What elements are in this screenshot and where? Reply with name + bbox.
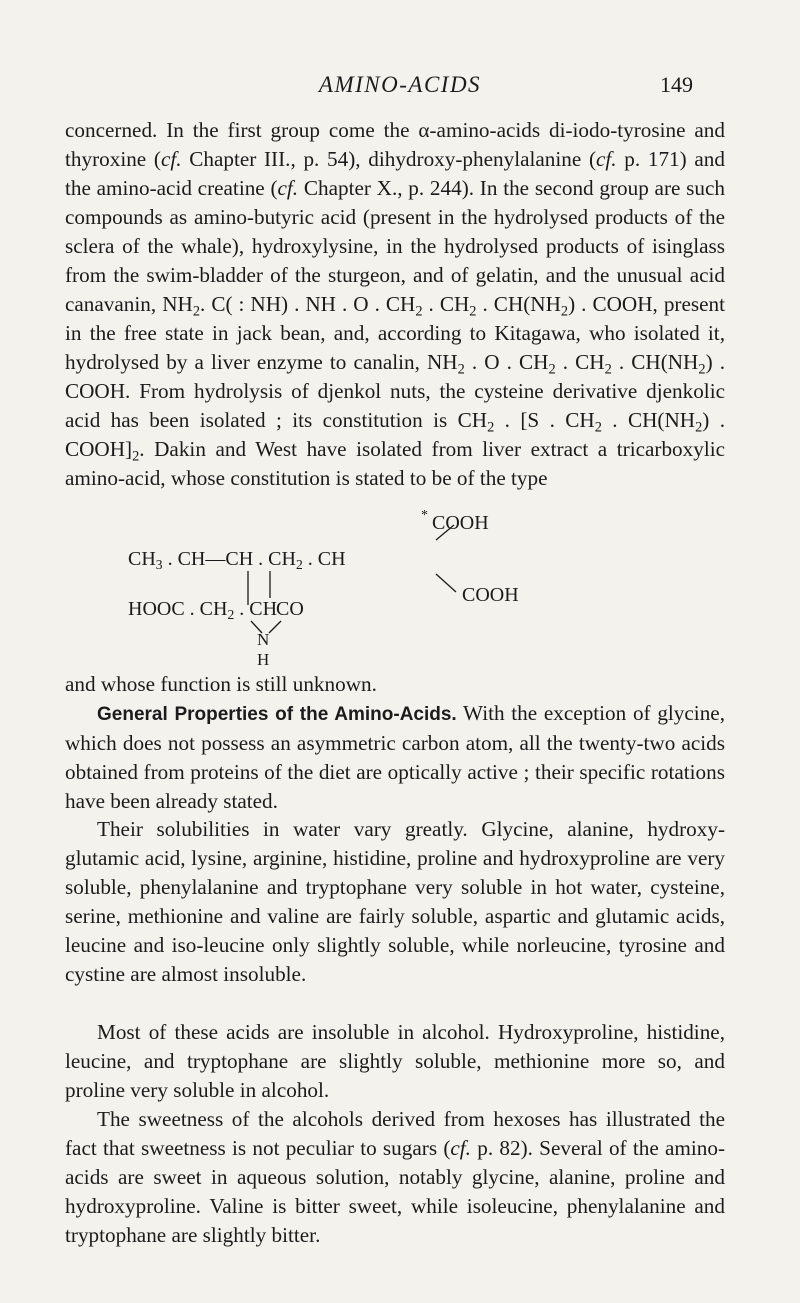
asterisk-mark: * — [421, 508, 428, 523]
paragraph-sweetness: The sweetness of the alcohols derived from hexoses has illustrated the fact that sweetness is not peculiar to sugars (cf. p. 82). Several of the amino-acids are sweet in aqueous solution, notably glycine, alanine, proline and hydroxyproline. Valine is bitter sweet, while isoleucine, phenylalanine and tryptophane are slightly bitter. — [65, 1107, 726, 1247]
paragraph-solubility-alcohol: Most of these acids are insoluble in alcohol. Hydroxyproline, histidine, leucine, and tryptophane are slightly soluble, methionine more so, and proline very soluble in alcohol. — [65, 1020, 725, 1102]
formula-row-1: $CH_3$ . CH—CH . $CH_2$ . CH — [128, 548, 346, 573]
paragraph-function: and whose function is still unknown. — [65, 672, 377, 696]
h-label: H — [257, 650, 270, 669]
page-number: 149 — [660, 72, 693, 97]
canalin-formula: $NH_2$ . O . $CH_2$ . $CH_2$ . $CH(NH_2)$ . COOH. From hydrolysis of djenkol nuts, the cysteine derivative djenkolic acid has been isolated ; its constitution is $CH_2$ . [S . $CH_2$ . $CH(NH_2)$ . $COOH]_2$. — [65, 350, 726, 465]
paragraph-general-properties: General Properties of the Amino-Acids. With the exception of glycine, which does not possess an asymmetric carbon atom, all the twenty-two acids obtained from proteins of the diet are optically active ; their specific rotations have been already stated. — [65, 701, 725, 813]
paragraph-intro: concerned. In the first group come the α-amino-acids di-iodo-tyrosine and thyroxine (cf. Chapter III., p. 54), dihydroxy-phenylalanine (cf. p. 171) and the amino-acid creatine (cf. Chapter X., p. 244). In the second group are such compounds as amino-butyric acid (present in the hydrolysed products of the sclera of the whale), hydroxylysine, in the hydrolysed products of isinglass from the swim-bladder of the sturgeon, and of gelatin, and the unusual acid canavanin, $NH_2$. C( : NH) . NH . O . $CH_2$ . $CH_2$ . $CH(NH_2)$ . COOH, present in the free state in jack bean, and, according to Kitagawa, who isolated it, hydrolysed by a liver enzyme to canalin, $NH_2$ . O . $CH_2$ . $CH_2$ . $CH(NH_2)$ . COOH. From hydrolysis of djenkol nuts, the cysteine derivative djenkolic acid has been isolated ; its constitution is $CH_2$ . [S . $CH_2$ . $CH(NH_2)$ . $COOH]_2$. Dakin and West have isolated from liver extract a tricarboxylic amino-acid, whose constitution is stated to be of the type — [65, 118, 726, 490]
formula-row-2: HOOC . $CH_2$ . CH — [128, 598, 278, 623]
canavanin-formula: $NH_2$. C( : NH) . NH . O . $CH_2$ . $CH_2$ . $CH(NH_2)$ . COOH, present in the free state in jack bean, and, according to Kitagawa, who isolated it, hydrolysed by a liver enzyme to canalin, — [65, 292, 725, 374]
running-title: AMINO-ACIDS — [318, 72, 482, 97]
n-label: N — [257, 630, 270, 649]
cooh-right-label: COOH — [462, 584, 519, 606]
co-label: CO — [276, 598, 304, 620]
cooh-top-label: COOH — [432, 512, 489, 534]
paragraph-solubility-water: Their solubilities in water vary greatly. Glycine, alanine, hydroxy-glutamic acid, lysine, arginine, histidine, proline and hydroxyproline are very soluble, phenylalanine and tryptophane very soluble in hot water, cysteine, serine, methionine and valine are fairly soluble, aspartic and glutamic acids, leucine and iso-leucine only slightly soluble, while norleucine, tyrosine and cystine are almost insoluble. — [65, 817, 725, 986]
section-heading: General Properties of the Amino-Acids. — [97, 704, 457, 725]
